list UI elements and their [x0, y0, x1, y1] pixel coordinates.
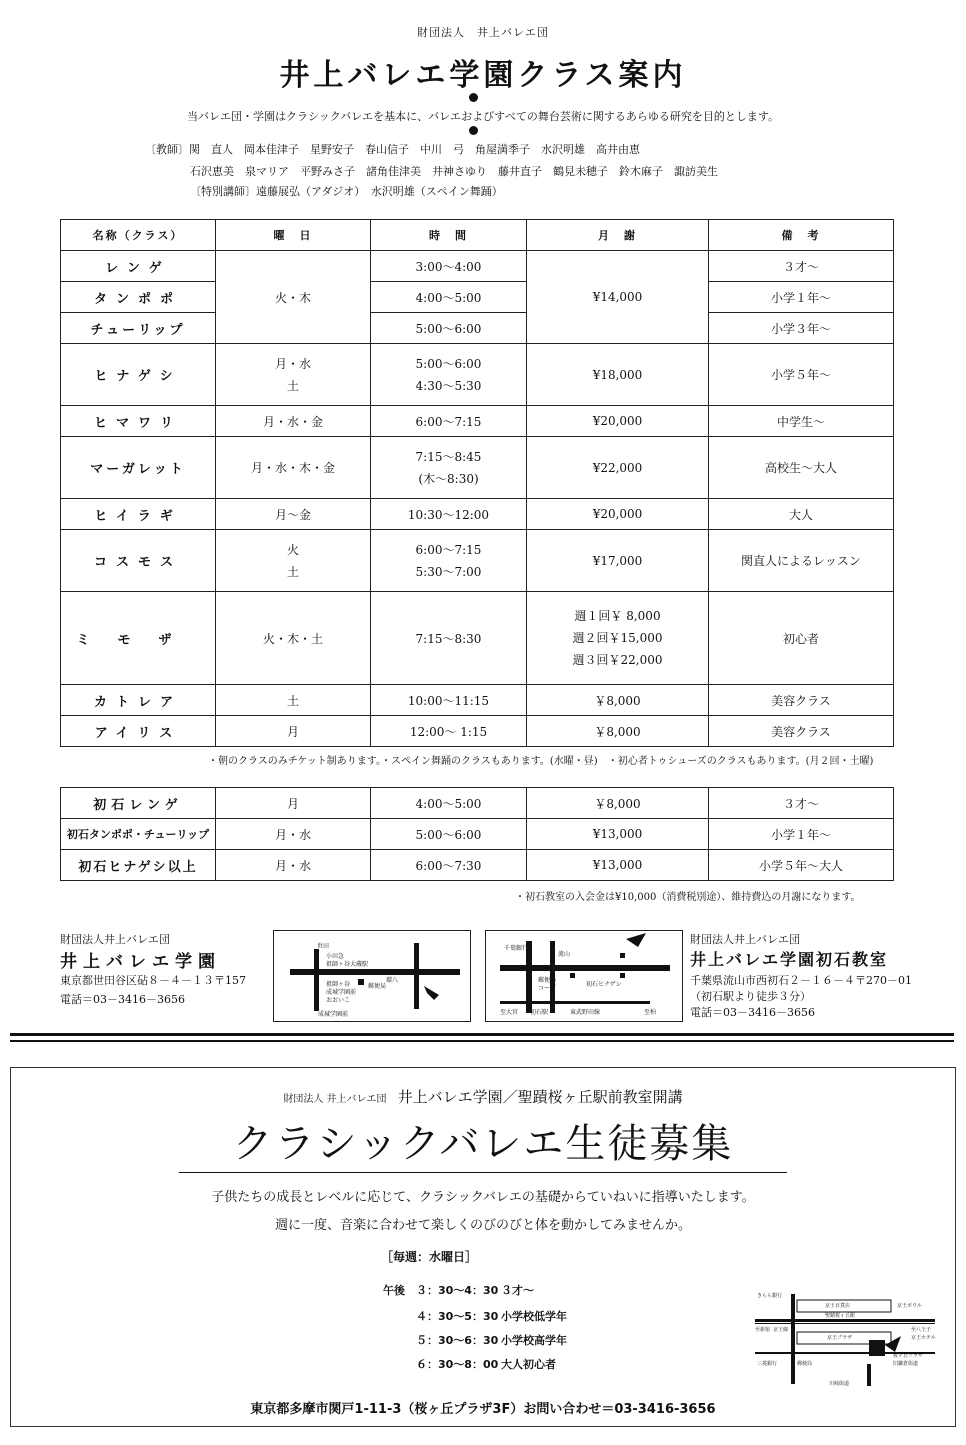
map-label: 旧鎌倉街道 [893, 1361, 919, 1367]
section-divider [10, 1033, 954, 1036]
session-desc: ３才～ [501, 1284, 534, 1297]
map-label: 至新宿 [755, 1327, 771, 1333]
fee-cell: ¥18,000 [527, 344, 709, 406]
session-time: ５：30～6：30 [416, 1334, 499, 1347]
time-cell: 7:15～8:30 [371, 592, 527, 685]
note-cell: 小学１年～ [709, 819, 894, 850]
day-cell: 月・水 [216, 850, 371, 881]
table-row [61, 716, 894, 747]
school-org: 財団法人井上バレエ団 [60, 933, 170, 946]
class-hatsuishi-hinageshi: 初石ヒナゲシ以上 [61, 850, 216, 881]
map-label: 小田急 [326, 953, 345, 960]
map-label: 京王プラザ [827, 1335, 853, 1341]
map-label: 三菱銀行 [757, 1361, 778, 1367]
table-row [61, 313, 894, 344]
class-hinageshi: ヒナゲシ [61, 344, 216, 406]
session-time: ３：30～4：30 [416, 1284, 499, 1297]
school-address: 東京都世田谷区砧８－４－１３〒157 [60, 974, 246, 987]
bullet-dot [469, 126, 478, 135]
session-time: ４：30～5：30 [416, 1310, 499, 1323]
time-line: 7:15～8:45 [415, 449, 482, 464]
table-row [61, 530, 894, 592]
class-cosmos: コスモス [61, 530, 216, 592]
map-label: 聖蹟桜ヶ丘駅 [825, 1313, 856, 1319]
table-row [61, 592, 894, 685]
map-label: 流山 [558, 951, 571, 958]
school-phone: 電話＝03－3416－3656 [60, 993, 185, 1006]
note-cell: 小学５年～大人 [709, 850, 894, 881]
fee-cell: ￥8,000 [527, 685, 709, 716]
teachers-list [145, 141, 640, 159]
ad-description-2: 週に一度、音楽に合わせて楽しくのびのびと体を動かしてみませんか。 [274, 1218, 691, 1233]
day-cell: 月～金 [216, 499, 371, 530]
day-line: 土 [286, 378, 299, 393]
teachers-row-2: 石沢恵美 泉マリア 平野みさ子 諸角佳津美 井神さゆり 藤井直子 鶴見未穂子 鈴木麻子 諏訪美生 [190, 165, 718, 178]
day-cell: 月・水・金 [216, 406, 371, 437]
teachers-row-1: 関 直人 岡本佳津子 星野安子 春山信子 中川 弓 角屋満季子 水沢明雄 高井由恵 [189, 143, 640, 156]
page-title: 井上バレエ学園クラス案内 [279, 58, 687, 93]
section-divider [10, 1040, 954, 1042]
school2-address: 千葉県流山市西初石２－１６－４〒270－01 [690, 974, 912, 987]
ad-footer-address: 東京都多摩市関戸1-11-3（桜ヶ丘プラザ3F）お問い合わせ＝03-3416-3656 [250, 1402, 716, 1417]
table-row [61, 685, 894, 716]
class-cattleya: カトレア [61, 685, 216, 716]
ad-pm-label: 午後 [383, 1284, 405, 1297]
time-cell: 10:00～11:15 [371, 685, 527, 716]
time-cell: 4:00～5:00 [371, 282, 527, 313]
fee-cell: ¥14,000 [527, 251, 709, 344]
time-cell: 12:00～ 1:15 [371, 716, 527, 747]
school2-access: （初石駅より徒歩３分） [690, 990, 811, 1003]
ad-org: 財団法人 井上バレエ団 [283, 1094, 387, 1105]
map-label: 環八 [386, 977, 399, 984]
time-line: 5:00～6:00 [415, 356, 482, 371]
fee-cell: ¥20,000 [527, 406, 709, 437]
map-label: 郵便局 [538, 977, 557, 984]
class-renge: レンゲ [61, 251, 216, 282]
class-iris: アイリス [61, 716, 216, 747]
table-row [61, 437, 894, 499]
fee-cell: ¥13,000 [527, 850, 709, 881]
map-label: 東武野田線 [570, 1009, 601, 1016]
hatsuishi-footnote: ・初石教室の入会金は¥10,000（消費税別途）、維持費込の月謝になります。 [515, 892, 861, 903]
table-row [61, 282, 894, 313]
session-desc: 小学校高学年 [501, 1334, 567, 1347]
special-teachers-list: 遠藤展弘（アダジオ） 水沢明雄（スペイン舞踊） [256, 185, 503, 198]
note-cell: 小学５年～ [709, 344, 894, 406]
table-row [61, 850, 894, 881]
fee-line: 週３回￥22,000 [572, 653, 663, 667]
time-cell [371, 344, 527, 406]
map-label: 初石ヒナゲシ [586, 981, 622, 988]
map-hatsuishi [485, 930, 683, 1022]
header-day: 曜 日 [216, 220, 371, 251]
table-row [61, 788, 894, 819]
map-label: おおいこ [326, 997, 351, 1004]
day-line: 土 [286, 564, 299, 579]
fee-cell: ¥17,000 [527, 530, 709, 592]
time-cell: 10:30～12:00 [371, 499, 527, 530]
time-line: (木～8:30) [418, 471, 479, 486]
day-cell: 月 [216, 788, 371, 819]
table-row [61, 251, 894, 282]
header-fee: 月 謝 [527, 220, 709, 251]
school-name: 井上バレエ学園 [60, 952, 221, 972]
day-cell: 月・水 [216, 819, 371, 850]
header-class-name: 名称（クラス） [61, 220, 216, 251]
day-cell: 月 [216, 716, 371, 747]
note-cell: 中学生～ [709, 406, 894, 437]
schedule-footnote: ・朝のクラスのみチケット制あります。・スペイン舞踊のクラスもあります。(水曜・昼) ・初心者トゥシューズのクラスもあります。(月２回・土曜) [208, 756, 874, 767]
recruitment-ad [10, 1067, 956, 1427]
table-header-row [61, 220, 894, 251]
note-cell: 大人 [709, 499, 894, 530]
fee-cell: ￥8,000 [527, 716, 709, 747]
special-teachers-label: 〔特別講師〕 [190, 185, 256, 198]
class-tanpopo: タンポポ [61, 282, 216, 313]
map-seiseki [747, 1290, 943, 1390]
map-label: 京王線 [773, 1327, 789, 1333]
time-cell: 5:00～6:00 [371, 819, 527, 850]
school2-phone: 電話＝03－3416－3656 [690, 1006, 815, 1019]
map-label: 祖師ヶ谷大蔵駅 [326, 961, 369, 968]
note-cell: 高校生～大人 [709, 437, 894, 499]
day-cell: 土 [216, 685, 371, 716]
fee-cell [527, 592, 709, 685]
map-label: 川崎街道 [829, 1381, 850, 1387]
class-schedule-table [60, 219, 894, 747]
map-label: 至八王子 [911, 1327, 932, 1333]
table-row [61, 819, 894, 850]
day-line: 火 [286, 542, 299, 557]
time-line: 6:00～7:15 [415, 542, 482, 557]
fee-cell: ¥22,000 [527, 437, 709, 499]
class-mimosa: ミモザ [61, 592, 216, 685]
map-label: 初石駅 [530, 1009, 549, 1016]
note-cell: 小学１年～ [709, 282, 894, 313]
header-time: 時 間 [371, 220, 527, 251]
header-note: 備 考 [709, 220, 894, 251]
fee-cell: ¥20,000 [527, 499, 709, 530]
day-cell [216, 344, 371, 406]
bullet-dot [469, 93, 478, 102]
table-row [61, 344, 894, 406]
class-margaret: マーガレット [61, 437, 216, 499]
class-hatsuishi-tanpopo-tulip: 初石タンポポ・チューリップ [61, 819, 216, 850]
session-desc: 小学校低学年 [501, 1310, 567, 1323]
ad-headline: 井上バレエ学園／聖蹟桜ヶ丘駅前教室開講 [397, 1088, 683, 1106]
day-cell [216, 530, 371, 592]
note-cell: ３才～ [709, 788, 894, 819]
time-line: 5:30～7:00 [415, 564, 482, 579]
day-cell: 火・木・土 [216, 592, 371, 685]
day-cell: 火・木 [216, 251, 371, 344]
school2-name: 井上バレエ学園初石教室 [690, 950, 889, 969]
map-label: 京王ボウル [897, 1303, 922, 1309]
map-label: 成城学園前 [318, 1011, 349, 1018]
class-himawari: ヒマワリ [61, 406, 216, 437]
map-label: 至大宮 [500, 1009, 519, 1016]
note-cell: 小学３年～ [709, 313, 894, 344]
ad-headline-row [11, 1086, 955, 1107]
map-label: 郵便局 [368, 983, 387, 990]
special-teachers [190, 183, 503, 201]
class-hiiragi: ヒイラギ [61, 499, 216, 530]
time-cell [371, 530, 527, 592]
teachers-label: 〔教師〕 [145, 143, 189, 156]
map-label: 世田 [317, 943, 330, 950]
map-label: 京王百貨店 [825, 1303, 851, 1309]
time-cell: 5:00～6:00 [371, 313, 527, 344]
map-label: きらら銀行 [757, 1293, 783, 1299]
table-row [61, 499, 894, 530]
fee-cell: ¥13,000 [527, 819, 709, 850]
fee-cell: ￥8,000 [527, 788, 709, 819]
table-row [61, 406, 894, 437]
session-desc: 大人初心者 [501, 1358, 556, 1371]
ad-day: ［毎週：水曜日］ [381, 1250, 478, 1264]
day-line: 月・水 [274, 356, 311, 371]
time-cell [371, 437, 527, 499]
map-label: 桜ヶ丘プラザ [893, 1353, 924, 1359]
school2-org: 財団法人井上バレエ団 [690, 933, 800, 946]
map-label: 成城学園前 [326, 989, 357, 996]
ad-title-underline [179, 1172, 787, 1173]
time-cell: 4:00～5:00 [371, 788, 527, 819]
class-tulip: チューリップ [61, 313, 216, 344]
note-cell: 初心者 [709, 592, 894, 685]
map-label: コープ [538, 985, 556, 992]
organization-label: 財団法人 井上バレエ団 [417, 26, 549, 39]
fee-line: 週２回￥15,000 [572, 631, 663, 645]
time-line: 4:30～5:30 [415, 378, 482, 393]
time-cell: 6:00～7:15 [371, 406, 527, 437]
hatsuishi-schedule-table [60, 787, 894, 881]
map-label: 千葉銀行 [504, 945, 529, 952]
session-time: ６：30～8：00 [416, 1358, 499, 1371]
day-cell: 月・水・木・金 [216, 437, 371, 499]
note-cell: 関直人によるレッスン [709, 530, 894, 592]
map-label: 郵便局 [797, 1361, 813, 1367]
intro-text: 当バレエ団・学園はクラシックバレエを基本に、バレエおよびすべての舞台芸術に関するあらゆる研究を目的とします。 [186, 110, 780, 123]
time-cell: 6:00～7:30 [371, 850, 527, 881]
map-label: 京王ホテル [911, 1335, 936, 1341]
note-cell: 美容クラス [709, 685, 894, 716]
fee-line: 週１回￥ 8,000 [574, 609, 661, 623]
map-seijo [273, 930, 471, 1022]
ad-title: クラシックバレエ生徒募集 [232, 1121, 734, 1167]
map-label: 至柏 [644, 1009, 657, 1016]
ad-description-1: 子供たちの成長とレベルに応じて、クラシックバレエの基礎からていねいに指導いたします。 [211, 1190, 755, 1205]
map-label: 祖師ヶ谷 [326, 981, 351, 988]
note-cell: ３才～ [709, 251, 894, 282]
map-seijo-drawing [274, 931, 470, 1021]
time-cell: 3:00～4:00 [371, 251, 527, 282]
class-hatsuishi-renge: 初石レンゲ [61, 788, 216, 819]
note-cell: 美容クラス [709, 716, 894, 747]
